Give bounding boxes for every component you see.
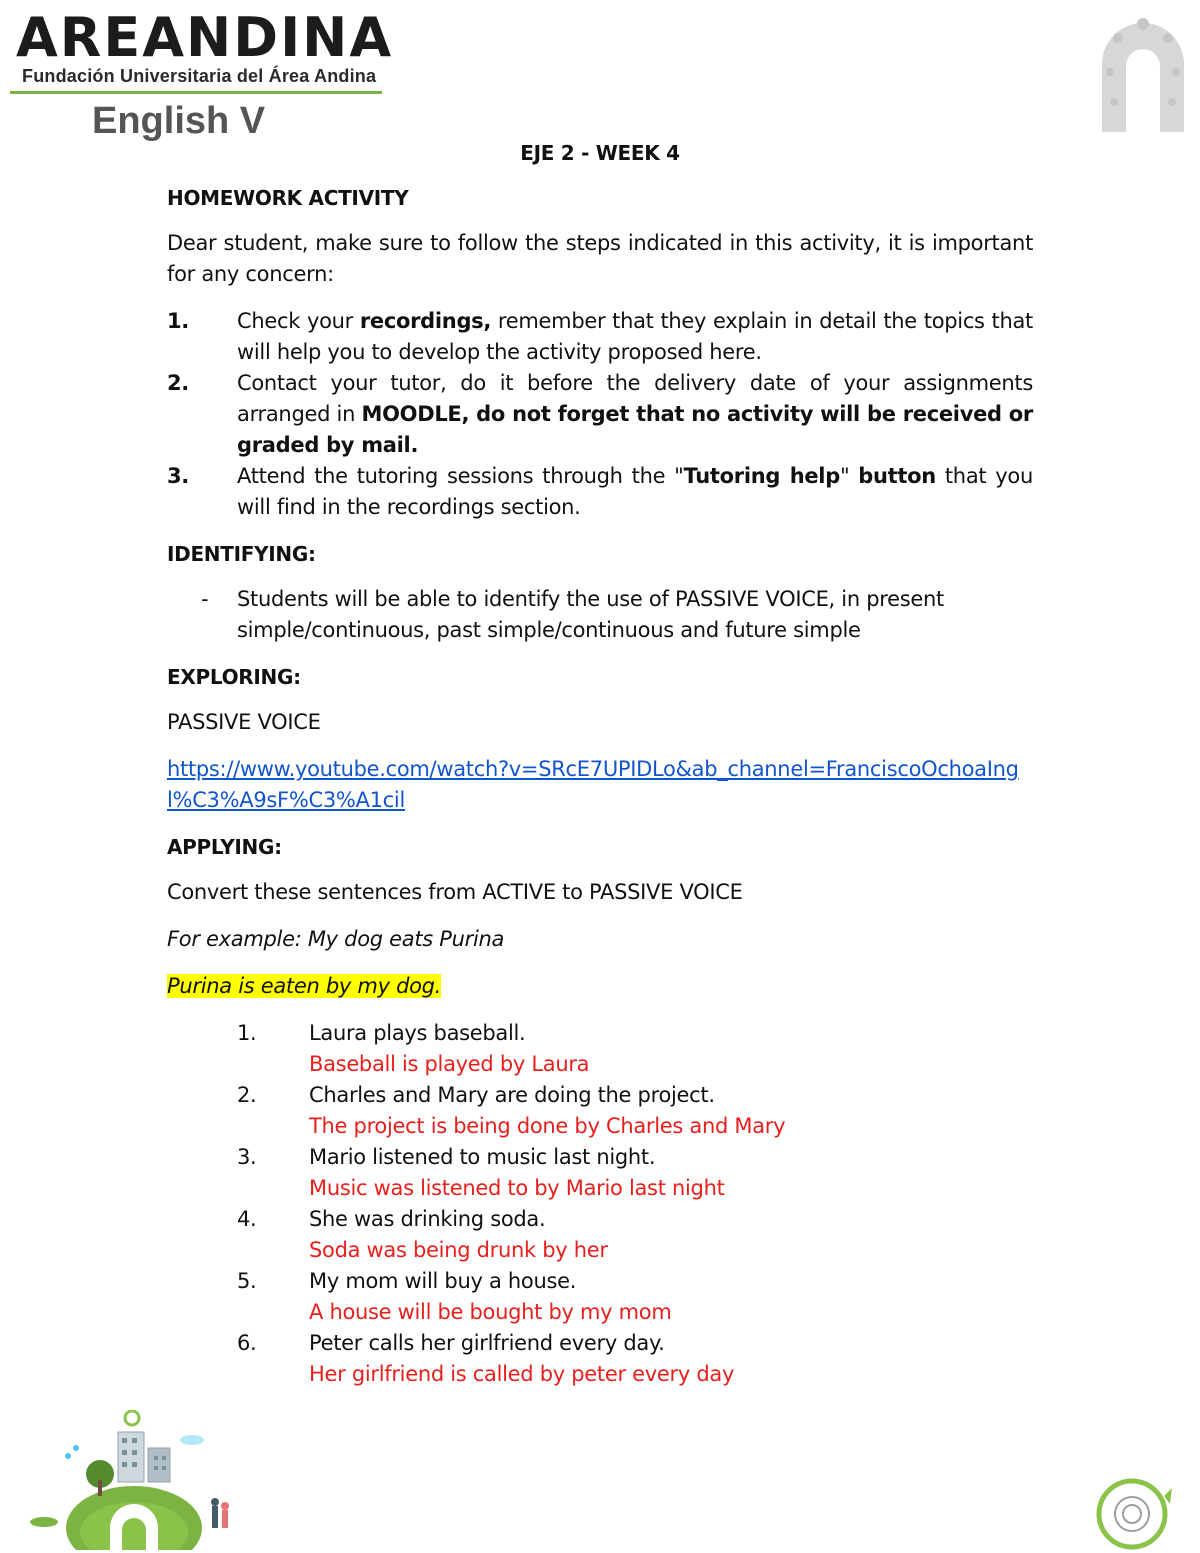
step-text: Contact your tutor, do it before the delivery date of your assignments arranged in <box>237 371 1033 426</box>
exercise-item <box>167 1018 1033 1080</box>
exercise-number: 6. <box>237 1331 257 1355</box>
step-bold-text: recordings, <box>359 309 492 333</box>
exercise-number: 3. <box>237 1145 257 1169</box>
step-bold-text: MOODLE, do not forget that no activity will be received or graded by mail. <box>237 402 1033 457</box>
course-title: English V <box>92 100 266 142</box>
video-link[interactable]: https://www.youtube.com/watch?v=SRcE7UPIDLo&ab_channel=FranciscoOchoaIngl%C3%A9sF%C3%A1cil <box>167 757 1019 812</box>
exercise-number: 5. <box>237 1269 257 1293</box>
brand-logo <box>10 6 394 94</box>
step-item <box>167 306 1033 368</box>
exercise-active: Peter calls her girlfriend every day. <box>309 1331 665 1355</box>
step-number: 2. <box>167 371 189 395</box>
applying-instruction: Convert these sentences from ACTIVE to PASSIVE VOICE <box>167 880 743 904</box>
exercise-active: Charles and Mary are doing the project. <box>309 1083 715 1107</box>
exercise-list <box>167 1018 1033 1390</box>
step-item <box>167 368 1033 461</box>
exercise-item <box>167 1328 1033 1390</box>
exercise-item <box>167 1266 1033 1328</box>
eco-city-illustration-icon <box>14 1410 264 1550</box>
homework-heading: HOMEWORK ACTIVITY <box>167 186 409 210</box>
identifying-item <box>167 584 1033 646</box>
intro-paragraph: Dear student, make sure to follow the steps indicated in this activity, it is important for any concern: <box>167 231 1033 286</box>
step-bold-text: Tutoring help <box>683 464 840 488</box>
step-number: 3. <box>167 464 189 488</box>
example-answer: Purina is eaten by my dog. <box>167 974 442 998</box>
exploring-topic: PASSIVE VOICE <box>167 710 321 734</box>
identifying-text: Students will be able to identify the use of PASSIVE VOICE, in present simple/continuous, past simple/continuous and future simple <box>237 587 944 642</box>
identifying-heading: IDENTIFYING: <box>167 542 316 566</box>
exploring-heading: EXPLORING: <box>167 665 301 689</box>
step-text: remember that they explain in detail the topics that will help you to develop the activity proposed here. <box>237 309 1033 364</box>
applying-heading: APPLYING: <box>167 835 282 859</box>
brand-subtitle: Fundación Universitaria del Área Andina <box>22 66 377 86</box>
exercise-passive-answer: Music was listened to by Mario last night <box>309 1176 725 1200</box>
brand-underline <box>10 91 382 94</box>
step-text: Attend the tutoring sessions through the " <box>237 464 684 488</box>
exercise-passive-answer: Baseball is played by Laura <box>309 1052 590 1076</box>
exercise-active: Mario listened to music last night. <box>309 1145 656 1169</box>
step-text: " <box>839 464 859 488</box>
document-body <box>167 138 1033 1390</box>
exercise-passive-answer: The project is being done by Charles and Mary <box>309 1114 786 1138</box>
dash-bullet: - <box>201 587 209 611</box>
exercise-item <box>167 1142 1033 1204</box>
example-sentence: For example: My dog eats Purina <box>167 927 505 951</box>
step-item <box>167 461 1033 523</box>
exercise-passive-answer: A house will be bought by my mom <box>309 1300 672 1324</box>
exercise-item <box>167 1204 1033 1266</box>
step-bold-text: button <box>858 464 936 488</box>
exercise-item <box>167 1080 1033 1142</box>
step-number: 1. <box>167 309 189 333</box>
exercise-number: 1. <box>237 1021 257 1045</box>
exercise-active: Laura plays baseball. <box>309 1021 526 1045</box>
identifying-list <box>167 584 1033 646</box>
step-text: Check your <box>237 309 360 333</box>
exercise-active: She was drinking soda. <box>309 1207 546 1231</box>
exercise-number: 2. <box>237 1083 257 1107</box>
exercise-number: 4. <box>237 1207 257 1231</box>
exercise-passive-answer: Soda was being drunk by her <box>309 1238 608 1262</box>
exercise-passive-answer: Her girlfriend is called by peter every day <box>309 1362 735 1386</box>
recycle-seal-icon <box>1072 1476 1192 1552</box>
areandina-watermark-logo-icon <box>1088 2 1198 142</box>
exercise-active: My mom will buy a house. <box>309 1269 577 1293</box>
brand-name: AREANDINA <box>16 6 394 69</box>
step-text: that you will find in the recordings section. <box>237 464 1033 519</box>
document-title: EJE 2 - WEEK 4 <box>520 141 680 165</box>
steps-list <box>167 306 1033 523</box>
